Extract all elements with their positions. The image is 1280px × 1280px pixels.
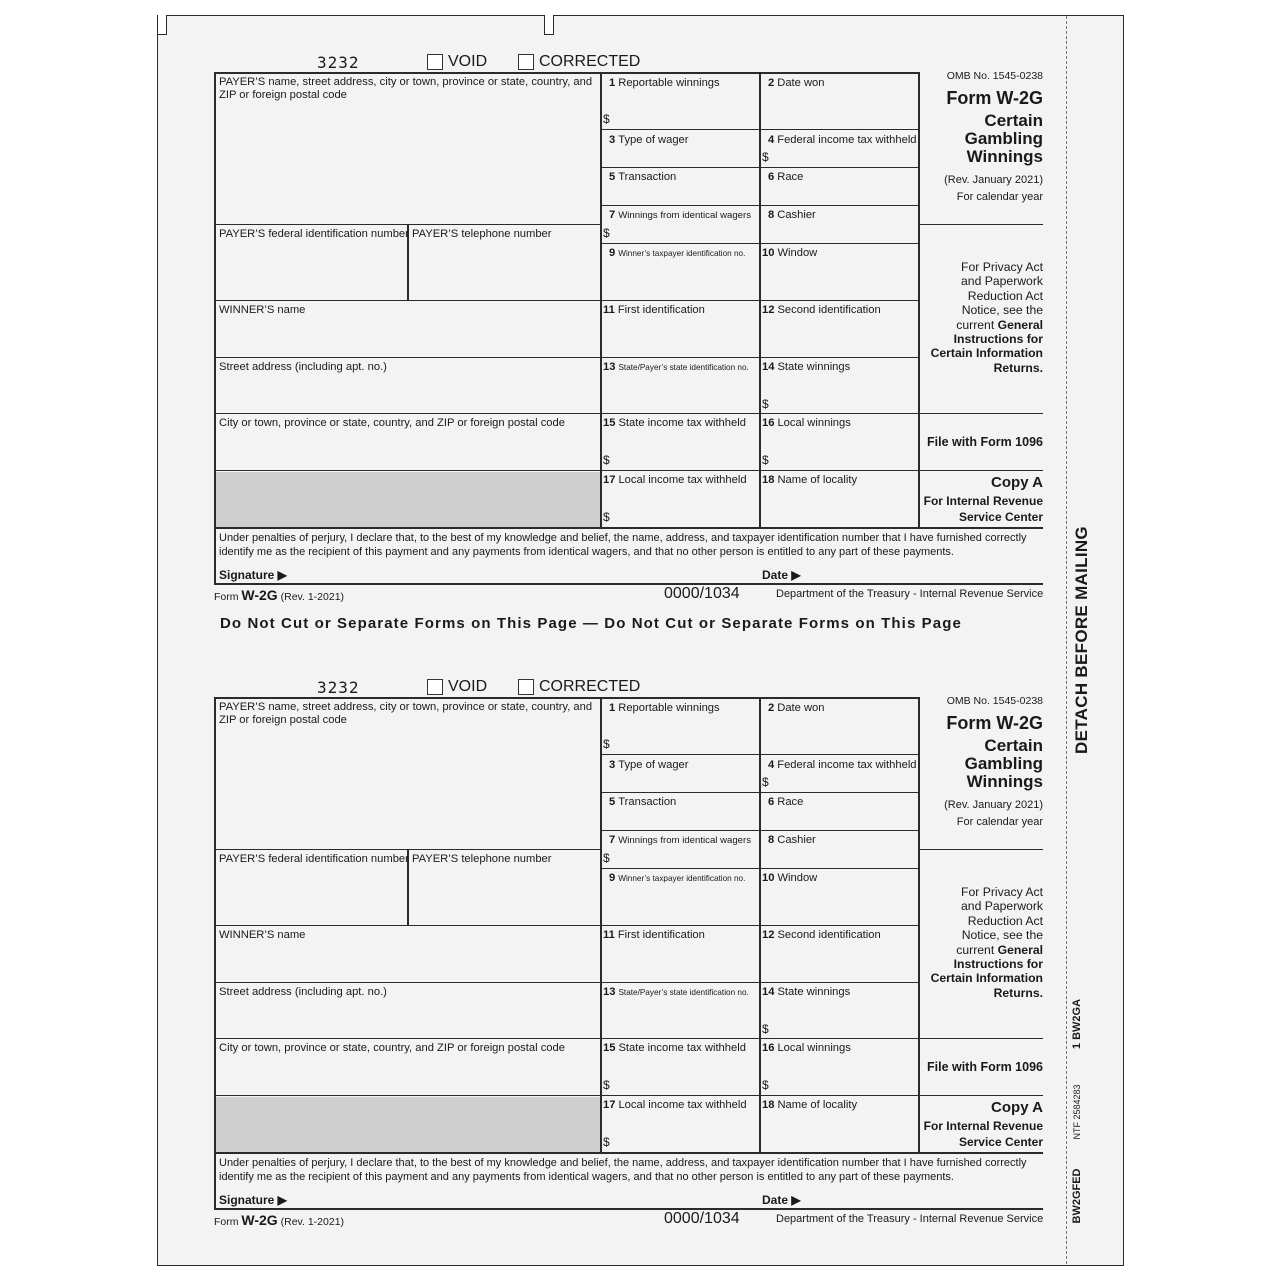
payer-telephone-field[interactable] <box>412 853 552 866</box>
form-code-bottom: BW2GFED <box>1071 1168 1083 1224</box>
revision-date: (Rev. January 2021) <box>944 799 1043 811</box>
dollar-sign: $ <box>603 1135 610 1149</box>
box-6-race[interactable]: 6 Race <box>768 796 804 808</box>
signature-field[interactable]: Signature ▶ <box>219 1193 287 1207</box>
box-7-identical-wagers[interactable]: 7 Winnings from identical wagers <box>609 834 752 846</box>
form-subtitle: Certain Gambling Winnings <box>964 736 1043 791</box>
payer-name-field[interactable] <box>219 76 597 101</box>
dollar-sign: $ <box>762 775 769 789</box>
box-16-local-winnings[interactable]: 16 Local winnings <box>762 417 851 429</box>
perjury-statement: Under penalties of perjury, I declare that, to the best of my knowledge and belief, the name, address, and taxpayer identification number that I have furnished correctly identify me as the recipient of this payment and any payments from identical wagers, and that no other person is entitled to any part of these payments. <box>219 532 1027 558</box>
box-11-first-id[interactable]: 11 First identification <box>603 929 705 941</box>
box-15-state-tax-withheld[interactable]: 15 State income tax withheld <box>603 417 746 429</box>
privacy-notice: For Privacy Act and Paperwork Reduction Act Notice, see the current General Instructions for Certain Information Returns. <box>930 885 1043 1000</box>
box-2-date-won[interactable]: 2 Date won <box>768 77 825 89</box>
dollar-sign: $ <box>762 453 769 467</box>
box-18-name-of-locality[interactable]: 18 Name of locality <box>762 1099 858 1111</box>
city-field[interactable] <box>219 417 565 430</box>
corrected-checkbox[interactable] <box>518 54 534 70</box>
city-label: City or town, province or state, country, and ZIP or foreign postal code <box>219 1042 565 1054</box>
calendar-year-label: For calendar year <box>956 191 1043 203</box>
box-1-reportable-winnings[interactable]: 1 Reportable winnings <box>609 77 720 89</box>
footer-number: 0000/1034 <box>664 1210 740 1227</box>
copy-a-label: Copy A <box>991 1099 1043 1116</box>
detach-notice: DETACH BEFORE MAILING <box>1072 526 1091 754</box>
dollar-sign: $ <box>603 112 610 126</box>
box-12-second-id[interactable]: 12 Second identification <box>762 929 881 941</box>
copy-a-label: Copy A <box>991 474 1043 491</box>
copy-a-destination: For Internal Revenue Service Center <box>923 494 1043 524</box>
void-checkbox[interactable] <box>427 54 443 70</box>
winner-name-label: WINNER’S name <box>219 304 306 316</box>
shaded-area <box>216 1097 600 1152</box>
box-17-local-tax-withheld[interactable]: 17 Local income tax withheld <box>603 474 747 486</box>
box-5-transaction[interactable]: 5 Transaction <box>609 171 677 183</box>
box-17-local-tax-withheld[interactable]: 17 Local income tax withheld <box>603 1099 747 1111</box>
footer-form-id: Form W-2G (Rev. 1-2021) <box>214 587 345 603</box>
box-11-first-id[interactable]: 11 First identification <box>603 304 705 316</box>
form-code-mid: NTF 2584283 <box>1072 1084 1082 1140</box>
calendar-year-label: For calendar year <box>956 816 1043 828</box>
box-13-state-id[interactable]: 13 State/Payer’s state identification no. <box>603 986 749 998</box>
box-14-state-winnings[interactable]: 14 State winnings <box>762 361 851 373</box>
form-copy-bottom <box>0 625 1280 1228</box>
winner-name-field[interactable] <box>219 304 305 317</box>
box-3-type-of-wager[interactable]: 3 Type of wager <box>609 134 689 146</box>
box-10-window[interactable]: 10 Window <box>762 247 818 259</box>
dollar-sign: $ <box>603 1078 610 1092</box>
copy-a-destination: For Internal Revenue Service Center <box>923 1119 1043 1149</box>
box-9-winner-tin[interactable]: 9 Winner’s taxpayer identification no. <box>609 247 746 259</box>
box-4-federal-tax-withheld[interactable]: 4 Federal income tax withheld <box>768 759 917 771</box>
box-3-type-of-wager[interactable]: 3 Type of wager <box>609 759 689 771</box>
winner-name-label: WINNER’S name <box>219 929 306 941</box>
omb-number: OMB No. 1545-0238 <box>946 695 1043 707</box>
dollar-sign: $ <box>603 737 610 751</box>
footer-form-id: Form W-2G (Rev. 1-2021) <box>214 1212 345 1228</box>
signature-field[interactable]: Signature ▶ <box>219 568 287 582</box>
box-15-state-tax-withheld[interactable]: 15 State income tax withheld <box>603 1042 746 1054</box>
payer-telephone-label: PAYER’S telephone number <box>412 853 552 865</box>
payer-name-label: PAYER’S name, street address, city or town, province or state, country, and ZIP or foreign postal code <box>219 76 593 101</box>
box-12-second-id[interactable]: 12 Second identification <box>762 304 881 316</box>
street-address-label: Street address (including apt. no.) <box>219 361 387 373</box>
dollar-sign: $ <box>762 397 769 411</box>
street-address-field[interactable] <box>219 361 387 374</box>
winner-name-field[interactable] <box>219 929 305 942</box>
box-8-cashier[interactable]: 8 Cashier <box>768 834 816 846</box>
void-label: VOID <box>448 678 488 695</box>
footer-department: Department of the Treasury - Internal Revenue Service <box>776 1213 1044 1225</box>
box-1-reportable-winnings[interactable]: 1 Reportable winnings <box>609 702 720 714</box>
corrected-label: CORRECTED <box>539 53 641 70</box>
do-not-cut-notice: Do Not Cut or Separate Forms on This Page — Do Not Cut or Separate Forms on This Page <box>220 615 962 632</box>
street-address-field[interactable] <box>219 986 387 999</box>
file-with-notice: File with Form 1096 <box>926 435 1043 449</box>
form-copy-top <box>0 0 1280 603</box>
box-6-race[interactable]: 6 Race <box>768 171 804 183</box>
dollar-sign: $ <box>603 851 610 865</box>
box-2-date-won[interactable]: 2 Date won <box>768 702 825 714</box>
payer-telephone-label: PAYER’S telephone number <box>412 228 552 240</box>
omb-number: OMB No. 1545-0238 <box>946 70 1043 82</box>
footer-department: Department of the Treasury - Internal Revenue Service <box>776 588 1044 600</box>
form-title: Form W-2G <box>946 88 1043 108</box>
control-number[interactable]: 3232 <box>317 53 360 72</box>
privacy-notice: For Privacy Act and Paperwork Reduction Act Notice, see the current General Instructions for Certain Information Returns. <box>930 260 1043 375</box>
shaded-area <box>216 472 600 527</box>
box-10-window[interactable]: 10 Window <box>762 872 818 884</box>
payer-federal-id-field[interactable] <box>219 228 409 241</box>
box-4-federal-tax-withheld[interactable]: 4 Federal income tax withheld <box>768 134 917 146</box>
dollar-sign: $ <box>762 1022 769 1036</box>
date-field[interactable]: Date ▶ <box>762 568 801 582</box>
footer-number: 0000/1034 <box>664 585 740 602</box>
street-address-label: Street address (including apt. no.) <box>219 986 387 998</box>
payer-federal-id-field[interactable] <box>219 853 409 866</box>
box-9-winner-tin[interactable]: 9 Winner’s taxpayer identification no. <box>609 872 746 884</box>
city-field[interactable] <box>219 1042 565 1055</box>
date-field[interactable]: Date ▶ <box>762 1193 801 1207</box>
perjury-statement: Under penalties of perjury, I declare that, to the best of my knowledge and belief, the name, address, and taxpayer identification number that I have furnished correctly identify me as the recipient of this payment and any payments from identical wagers, and that no other person is entitled to any part of these payments. <box>219 1157 1027 1183</box>
form-code-top: 1 BW2GA <box>1071 998 1083 1050</box>
payer-name-label: PAYER’S name, street address, city or town, province or state, country, and ZIP or foreign postal code <box>219 701 593 726</box>
file-with-notice: File with Form 1096 <box>926 1060 1043 1074</box>
payer-federal-id-label: PAYER’S federal identification number <box>219 853 409 865</box>
corrected-label: CORRECTED <box>539 678 641 695</box>
payer-name-field[interactable] <box>219 701 597 726</box>
box-5-transaction[interactable]: 5 Transaction <box>609 796 677 808</box>
void-checkbox[interactable] <box>427 679 443 695</box>
dollar-sign: $ <box>603 510 610 524</box>
box-14-state-winnings[interactable]: 14 State winnings <box>762 986 851 998</box>
form-subtitle: Certain Gambling Winnings <box>964 111 1043 166</box>
void-label: VOID <box>448 53 488 70</box>
dollar-sign: $ <box>603 453 610 467</box>
payer-telephone-field[interactable] <box>412 228 552 241</box>
corrected-checkbox[interactable] <box>518 679 534 695</box>
control-number[interactable]: 3232 <box>317 678 360 697</box>
city-label: City or town, province or state, country, and ZIP or foreign postal code <box>219 417 565 429</box>
box-8-cashier[interactable]: 8 Cashier <box>768 209 816 221</box>
box-18-name-of-locality[interactable]: 18 Name of locality <box>762 474 858 486</box>
revision-date: (Rev. January 2021) <box>944 174 1043 186</box>
box-7-identical-wagers[interactable]: 7 Winnings from identical wagers <box>609 209 752 221</box>
dollar-sign: $ <box>603 226 610 240</box>
box-13-state-id[interactable]: 13 State/Payer’s state identification no. <box>603 361 749 373</box>
form-title: Form W-2G <box>946 713 1043 733</box>
payer-federal-id-label: PAYER’S federal identification number <box>219 228 409 240</box>
dollar-sign: $ <box>762 1078 769 1092</box>
dollar-sign: $ <box>762 150 769 164</box>
box-16-local-winnings[interactable]: 16 Local winnings <box>762 1042 851 1054</box>
